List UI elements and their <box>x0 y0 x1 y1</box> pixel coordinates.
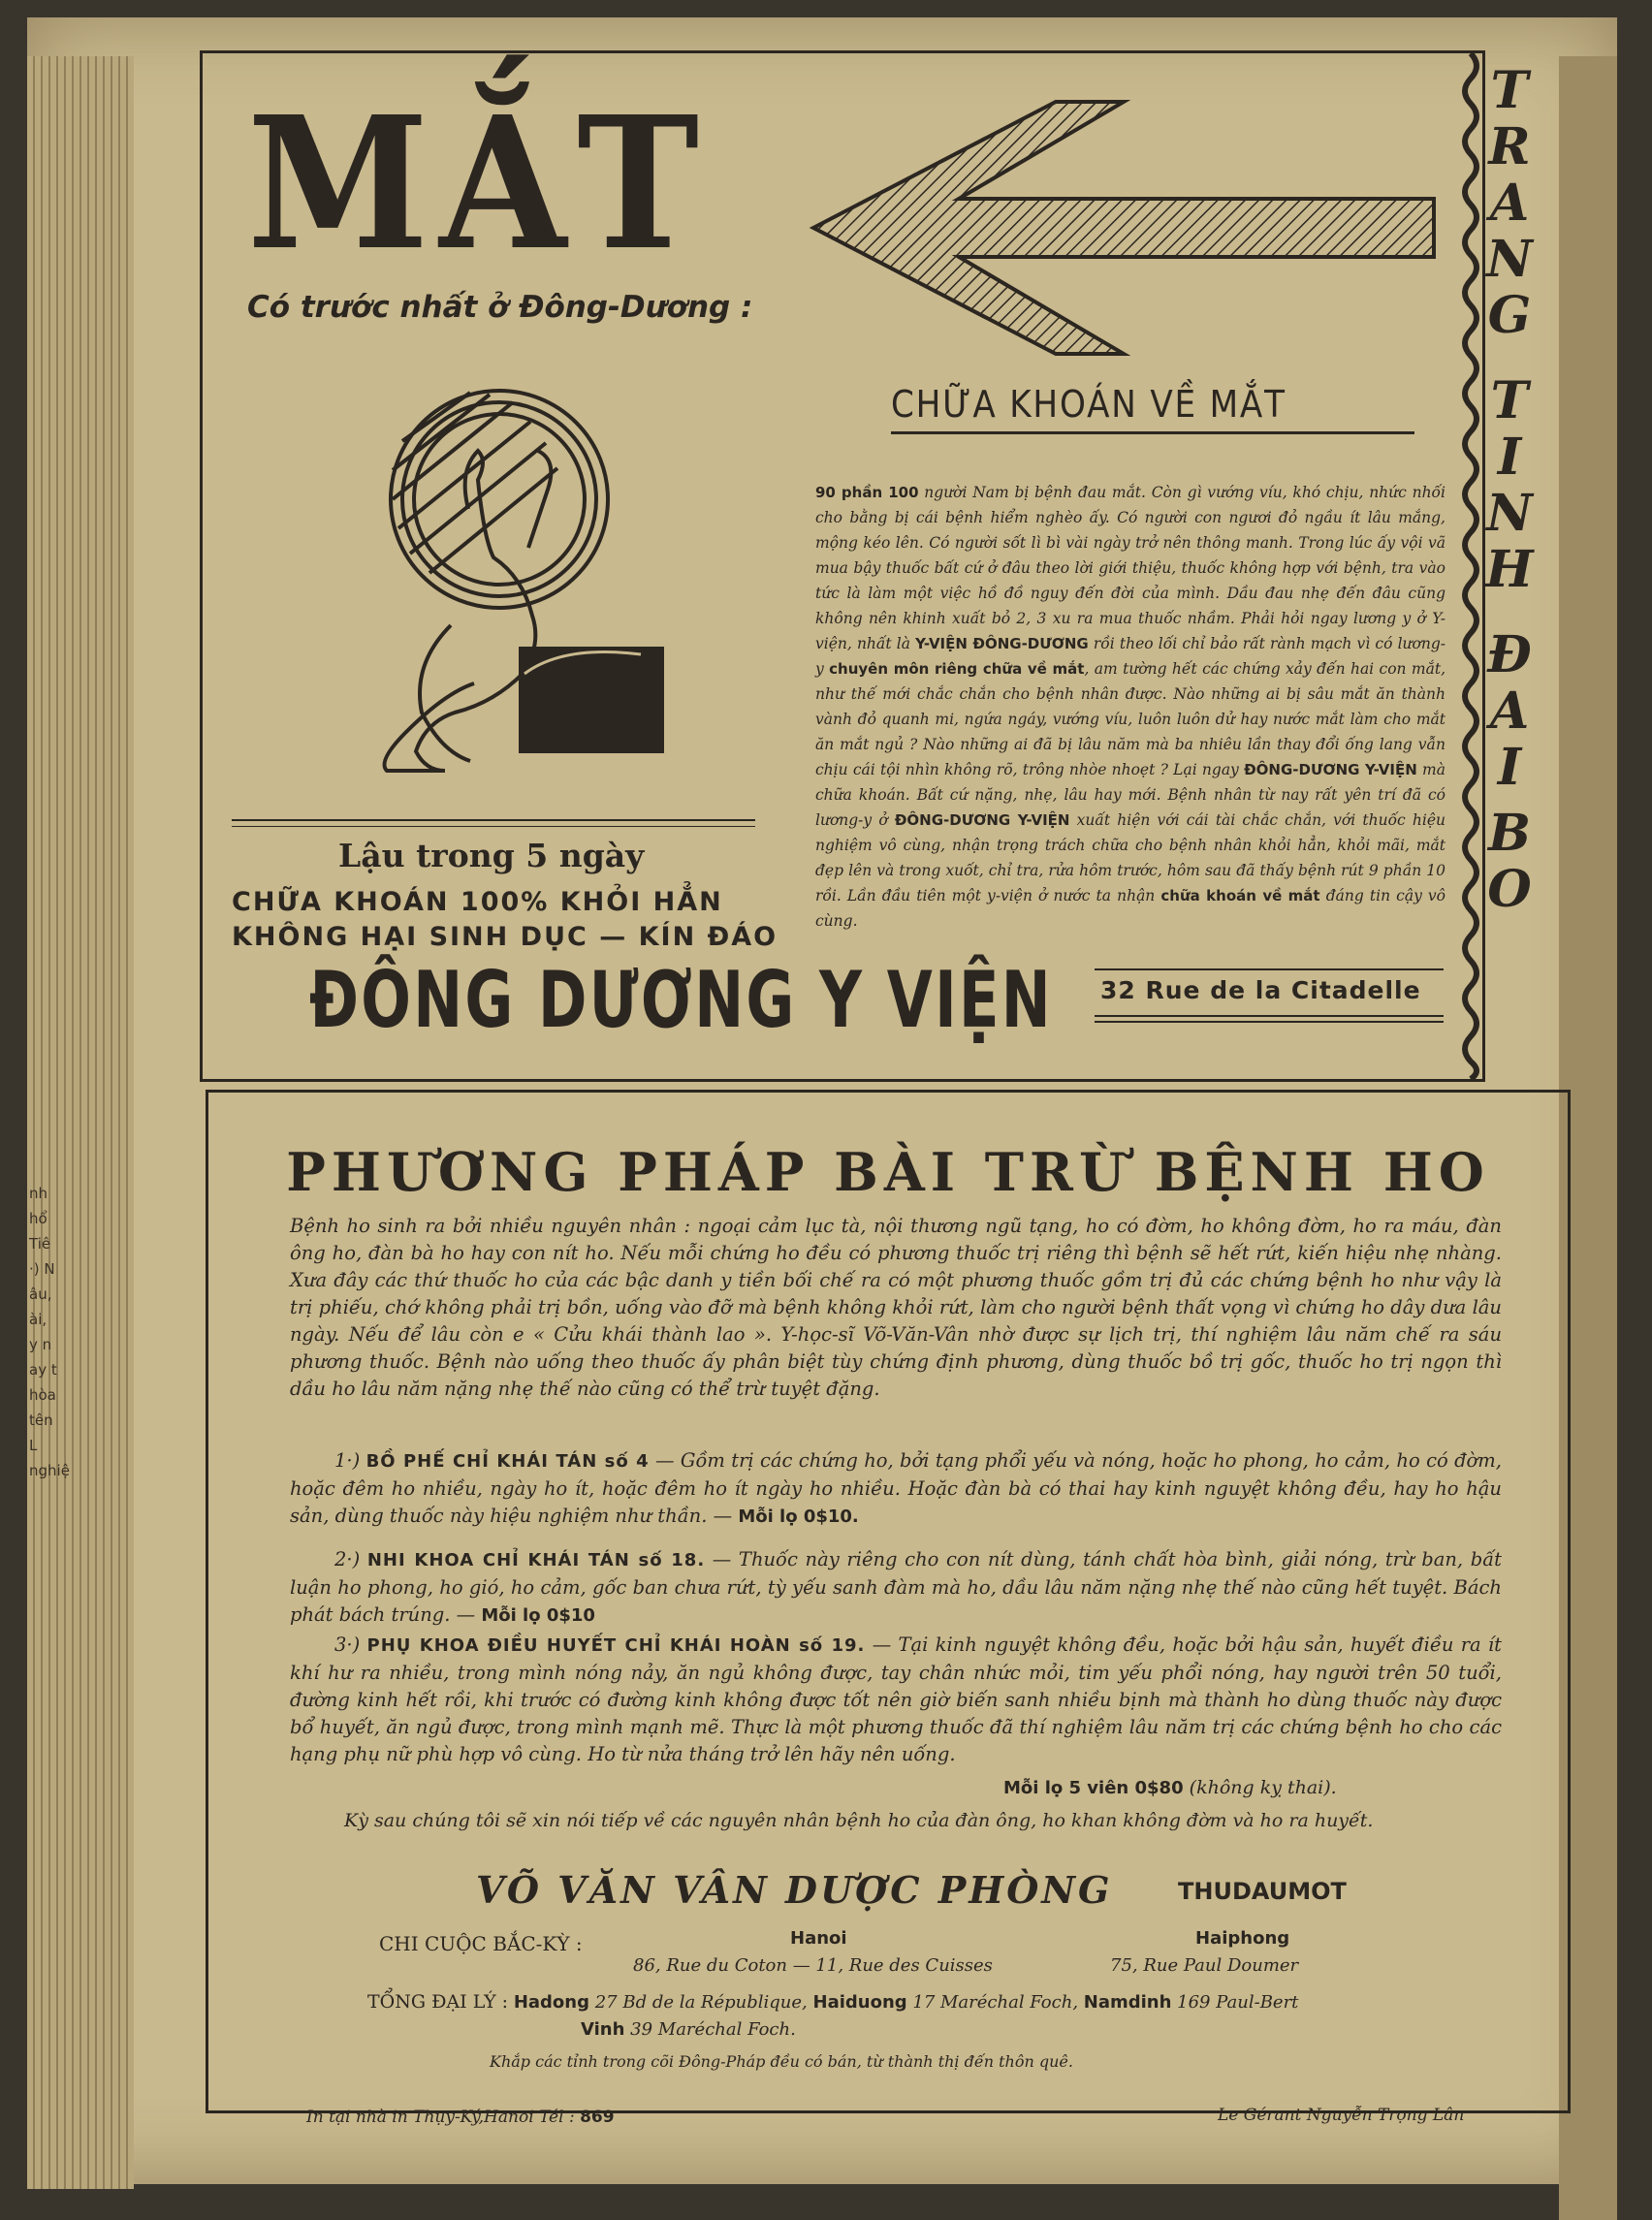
remedy-item <box>290 1546 1502 1630</box>
scrap-text: L <box>29 1437 38 1454</box>
printer-tel: 869 <box>580 2108 615 2127</box>
agent-city: Namdinh <box>1083 1992 1172 2013</box>
body-bold: Y-VIỆN ĐÔNG-DƯƠNG <box>915 635 1089 652</box>
side-title-letter: O <box>1487 860 1532 919</box>
agent-address: 17 Maréchal Foch, <box>906 1992 1084 2013</box>
side-title-letter: N <box>1486 484 1533 543</box>
side-title-letter: N <box>1486 230 1533 289</box>
availability-note: Khắp các tỉnh trong cõi Đông-Pháp đều có bán, từ thành thị đến thôn quê. <box>490 2052 1073 2071</box>
branch-address-hanoi: 86, Rue du Coton — 11, Rue des Cuisses <box>633 1955 993 1976</box>
remedy-name: PHỤ KHOA ĐIỀU HUYẾT CHỈ KHÁI HOÀN số 19. <box>366 1635 866 1656</box>
figure-holding-globe-illustration <box>296 383 761 819</box>
scrap-text: y n <box>29 1336 52 1353</box>
body-bold: chuyên môn riêng chữa về mắt <box>829 660 1085 678</box>
side-title-letter: Đ <box>1487 625 1532 684</box>
body-bold: ĐÔNG-DƯƠNG Y-VIỆN <box>894 811 1070 829</box>
ad-title: PHƯƠNG PHÁP BÀI TRỪ BỆNH HO <box>286 1141 1490 1203</box>
divider <box>232 826 755 827</box>
scrap-text: nghiệ <box>29 1462 70 1479</box>
scrap-text: Tiê <box>29 1235 51 1253</box>
branch-address-haiphong: 75, Rue Paul Doumer <box>1110 1955 1299 1976</box>
scrap-text: âu, <box>29 1285 52 1303</box>
pharmacy-name: VÕ VĂN VÂN DƯỢC PHÒNG <box>476 1868 1113 1912</box>
remedy-price <box>1003 1777 1337 1798</box>
ad-body-text <box>815 480 1446 934</box>
wavy-border <box>1459 53 1482 1079</box>
agent-address: 27 Bd de la République, <box>589 1992 813 2013</box>
remedy-price: Mỗi lọ 0$10 <box>481 1605 595 1626</box>
remedy-number: 1·) <box>334 1449 361 1472</box>
divider <box>1095 1015 1444 1017</box>
divider <box>232 819 755 821</box>
ad-heading: CHỮA KHOÁN VỀ MẮT <box>891 383 1414 434</box>
agent-city: Haiduong <box>812 1992 907 2013</box>
cough-medicine-advertisement <box>206 1090 1571 2113</box>
agents-list <box>367 1988 1541 2044</box>
side-title-letter: A <box>1489 174 1530 233</box>
remedy-name: NHI KHOA CHỈ KHÁI TÁN số 18. <box>366 1550 706 1570</box>
institute-address: 32 Rue de la Citadelle <box>1100 976 1421 1004</box>
remedy-price-note: (không kỵ thai). <box>1189 1777 1337 1798</box>
manager-credit: Le Gérant Nguyễn Trọng Lân <box>1218 2106 1465 2125</box>
body-text: , am tường hết các chứng xảy đến hai con mắt, như thế mới chắc chắn cho bệnh nhân được. Nào những ai bị sâu mắt ăn thành vành đỏ quanh mi, ngứa ngáy, vướng víu, luôn luôn dử hay nước mắt làm cho mắt ăn mắt ngủ ? Nào những ai đã bị lâu năm mà ba nhiêu lần thay đổi ống lang vẫn chịu cái tội nhìn không rõ, trông nhòe nhoẹt ? Lại ngay <box>815 660 1446 778</box>
branch-city-haiphong: Haiphong <box>1195 1928 1290 1949</box>
body-text: mà chữa khoán. Bất cứ nặng, nhẹ, lâu hay mới. Bệnh nhân từ nay rất yên trí đã có lương-y ở <box>815 761 1446 829</box>
promo-line: CHỮA KHOÁN 100% KHỎI HẲN <box>232 887 723 917</box>
scrap-text: hòa <box>29 1386 56 1404</box>
agent-city: Hadong <box>513 1992 589 2013</box>
remedy-description: — Tại kinh nguyệt không đều, hoặc bởi hậu sản, huyết điều ra ít khí hư ra nhiều, trong mình nóng nảy, ăn ngủ không được, tay chân nhức mỏi, tim yếu phổi nóng, hay người trên 50 tuổi, đường kinh hết rồi, khi trước có đường kinh không được tốt nên giờ biến sanh nhiều bịnh mà thành ho dùng thuốc này được bổ huyết, ăn ngủ được, trong mình mạnh mẽ. Thực là một phương thuốc đã thí nghiệm lâu năm trị các chứng bệnh ho cho các hạng phụ nữ phù hợp vô cùng. Ho từ nửa tháng trở lên hãy nên uống. <box>290 1633 1503 1765</box>
scrap-text: tên <box>29 1411 53 1429</box>
institute-name: ĐÔNG DƯƠNG Y VIỆN <box>309 955 1053 1045</box>
remedy-price: Mỗi lọ 0$10. <box>738 1506 859 1527</box>
branch-label: CHI CUỘC BẮC-KỲ : <box>379 1932 583 1955</box>
side-title-letter: B <box>1488 804 1531 863</box>
scrap-text: ·) N <box>29 1260 55 1278</box>
side-title-letter: R <box>1488 117 1531 176</box>
body-bold: 90 phần 100 <box>815 484 919 501</box>
body-text: xuất hiện với cái tài chắc chắn, với thuốc hiệu nghiệm vô cùng, nhận trọng trách chữa cho bệnh nhân khỏi hẳn, khỏi mãi, mắt đẹp lên và trong xuốt, chỉ tra, rửa hôm trước, hôm sau đã thấy bệnh rút 9 phần 10 rồi. Lần đầu tiên một y-viện ở nước ta nhận <box>815 811 1446 904</box>
remedy-name: BỒ PHẾ CHỈ KHÁI TÁN số 4 <box>365 1451 650 1472</box>
promo-line: KHÔNG HẠI SINH DỤC — KÍN ĐÁO <box>232 922 778 952</box>
ad-subtitle: Có trước nhất ở Đông-Dương : <box>247 290 753 325</box>
side-title-letter: G <box>1487 286 1532 345</box>
remedy-description: — Thuốc này riêng cho con nít dùng, tánh chất hòa bình, giải nóng, trừ ban, bất luận ho phong, ho gió, ho cảm, gốc ban chưa rứt, tỳ yếu sanh đàm mà ho, dầu lâu năm nặng nhẹ thế nào cũng hết tuyệt. Bách phát bách trúng. — <box>290 1548 1502 1626</box>
promo-line: Lậu trong 5 ngày <box>338 837 645 874</box>
side-title-letter: T <box>1490 371 1529 430</box>
side-vertical-title <box>1480 63 1539 918</box>
adjacent-page-fragment <box>27 1181 76 1918</box>
side-title-letter: T <box>1490 61 1529 120</box>
body-bold: ĐÔNG-DƯƠNG Y-VIỆN <box>1244 761 1417 778</box>
ad-intro-paragraph: Bệnh ho sinh ra bởi nhiều nguyên nhân : ngoại cảm lục tà, nội thương ngũ tạng, ho có đờm, ho không đờm, ho ra máu, đàn ông ho, đàn bà ho hay con nít ho. Nếu mỗi chứng ho đều có phương thuốc trị riêng thì bệnh sẽ hết rứt, kiến hiệu nhẹ nhàng. Xưa đây các thứ thuốc ho của các bậc danh y tiền bối chế ra có một phương thuốc gồm trị đủ các chứng bệnh ho như vậy là trị phiếu, chớ không phải trị bồn, uống vào đỡ mà bệnh không khỏi rứt, làm cho người bệnh thất vọng vì chứng ho dây dưa lâu ngày. Nếu để lâu còn e « Cửu khái thành lao ». Y-học-sĩ Võ-Văn-Vân nhờ được sự lịch trị, thí nghiệm lâu năm chế ra sáu phương thuốc. Bệnh nào uống theo thuốc ấy phân biệt tùy chứng định phương, dùng thuốc bồ trị gốc, thuốc ho trị ngọn thì dầu ho lâu năm nặng nhẹ thế nào cũng có thể trừ tuyệt đặng. <box>290 1215 1502 1400</box>
agents-label: TỔNG ĐẠI LÝ : <box>367 1991 509 2013</box>
side-title-letter: I <box>1497 428 1522 487</box>
scrap-text: ay t <box>29 1361 57 1379</box>
remedy-item <box>290 1447 1502 1531</box>
remedy-price-value: Mỗi lọ 5 viên 0$80 <box>1003 1778 1184 1798</box>
scrap-text: nh <box>29 1185 48 1202</box>
scrap-text: hổ <box>29 1210 48 1227</box>
side-title-letter: H <box>1485 540 1534 599</box>
body-bold: chữa khoán về mắt <box>1160 887 1320 904</box>
body-text: đáng tin cậy vô cùng. <box>815 887 1446 930</box>
agent-address: 39 Maréchal Foch. <box>624 2019 796 2040</box>
remedy-description: — Gồm trị các chứng ho, bởi tạng phổi yếu và nóng, hoặc ho phong, ho cảm, ho có đờm, hoặc đêm ho nhiều, ngày ho ít, hoặc đêm ho ít ngày ho nhiều. Hoặc đàn bà có thai hay kinh nguyệt không đều, hay ho hậu sản, dùng thuốc này hiệu nghiệm như thần. — <box>290 1449 1502 1527</box>
body-text: người Nam bị bệnh đau mắt. Còn gì vướng víu, khó chịu, nhức nhối cho bằng bị cái bệnh hiểm nghèo ấy. Có người con ngươi đỏ ngầu ít lâu mắng, mộng kéo lên. Có người sốt lì bì vài ngày trở nên thông manh. Trong lúc ấy vội vã mua bậy thuốc bất cứ ở đâu theo lời giới thiệu, thuốc không hợp với bệnh, tra vào tức là làm một việc hồ đồ nguy đến đời của mình. Dầu đau nhẹ đến đâu cũng không nên khinh xuất bỏ 2, 3 xu ra mua thuốc nhầm. Phải hỏi ngay lương y ở Y-viện, nhất là <box>815 484 1446 652</box>
ad-title: MẮT <box>247 77 710 291</box>
printer-credit <box>306 2108 615 2127</box>
branch-city-hanoi: Hanoi <box>790 1928 847 1949</box>
printer-text: In tại nhà in Thụy-Ký,Hanoi Tél : <box>306 2108 581 2127</box>
side-title-letter: A <box>1489 682 1530 741</box>
left-arrow-icon <box>804 92 1444 364</box>
pharmacy-city: THUDAUMOT <box>1178 1878 1347 1905</box>
agent-address: 169 Paul-Bert <box>1171 1992 1299 2013</box>
agent-city: Vinh <box>581 2019 625 2040</box>
divider <box>1095 968 1444 970</box>
side-title-letter: I <box>1497 738 1522 797</box>
continuation-note: Kỳ sau chúng tôi sẽ xin nói tiếp về các nguyên nhân bệnh ho của đàn ông, ho khan không đờm và ho ra huyết. <box>344 1810 1374 1831</box>
remedy-number: 3·) <box>334 1633 361 1656</box>
eye-clinic-advertisement <box>200 50 1534 1082</box>
remedy-item <box>290 1632 1502 1768</box>
divider <box>1095 1021 1444 1023</box>
body-text: rồi theo lối chỉ bảo rất rành mạch vì có lương-y <box>815 635 1446 678</box>
remedy-number: 2·) <box>334 1548 361 1570</box>
scrap-text: ài, <box>29 1311 48 1328</box>
